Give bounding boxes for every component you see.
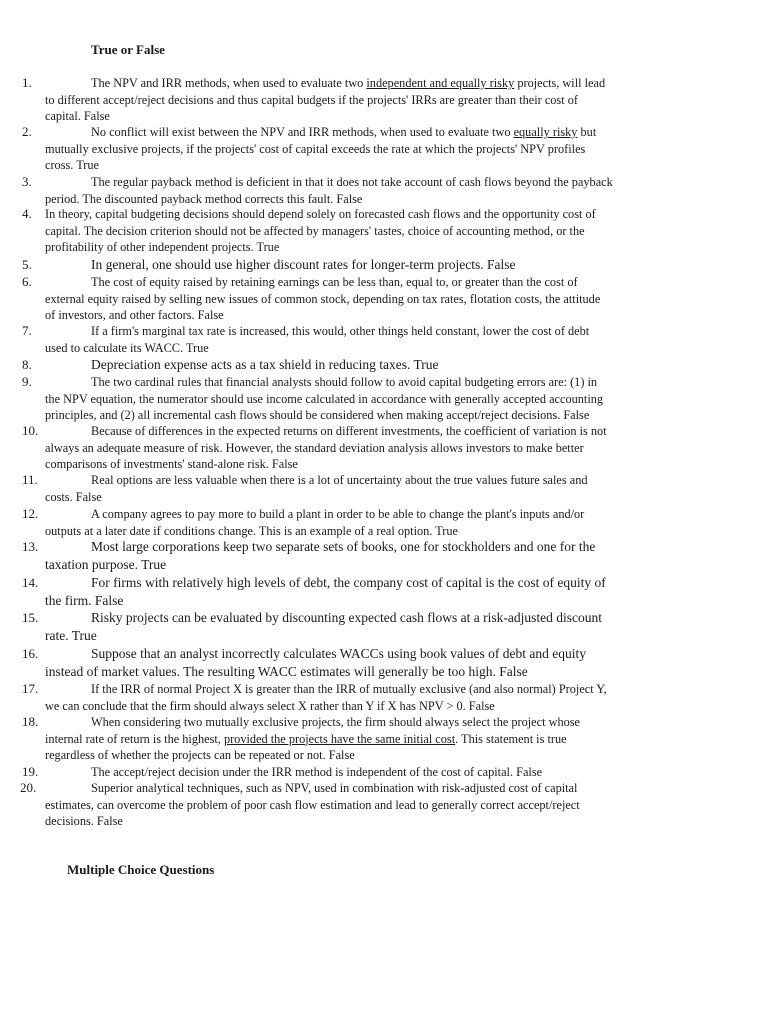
tf-item-7	[0, 323, 768, 356]
tf-item-3	[0, 174, 768, 207]
tf-item-9	[0, 374, 768, 424]
item-text-line: comparisons of investments' stand-alone risk. False	[45, 457, 298, 471]
item-number: 8.	[22, 357, 32, 372]
item-number: 9.	[22, 374, 32, 389]
item-number: 18.	[22, 714, 39, 729]
item-text-line: the firm. False	[45, 593, 124, 608]
tf-item-18	[0, 714, 768, 764]
item-number: 3.	[22, 174, 32, 189]
item-text-line: The regular payback method is deficient in that it does not take account of cash flows beyond the payback	[91, 175, 613, 189]
item-number: 15.	[22, 610, 39, 625]
item-number: 6.	[22, 274, 32, 289]
item-number: 7.	[22, 323, 32, 338]
item-text-line: Suppose that an analyst incorrectly calculates WACCs using book values of debt and equity	[91, 646, 587, 661]
underlined-text: independent and equally risky	[366, 76, 515, 90]
item-number: 19.	[22, 764, 39, 779]
item-text-line: regardless of whether the projects can be repeated or not. False	[45, 748, 355, 762]
item-text-line: mutually exclusive projects, if the projects' cost of capital exceeds the rate at which the projects' NPV profiles	[45, 141, 586, 156]
item-text-line: Superior analytical techniques, such as NPV, used in combination with risk-adjusted cost of capital	[91, 781, 578, 795]
tf-item-14	[0, 574, 768, 610]
item-number: 20.	[20, 780, 37, 795]
item-text-line: cross. True	[45, 158, 99, 172]
text-segment: No conflict will exist between the NPV and IRR methods, when used to evaluate two	[91, 125, 514, 139]
item-number: 16.	[22, 646, 39, 661]
section-title-multiple-choice: Multiple Choice Questions	[67, 862, 215, 877]
item-text-line: costs. False	[45, 489, 102, 504]
tf-item-6	[0, 274, 768, 324]
item-text-line: outputs at a later date if conditions change. This is an example of a real option. True	[45, 523, 458, 538]
item-number: 4.	[22, 206, 32, 221]
tf-item-11	[0, 472, 768, 505]
item-number: 17.	[22, 681, 39, 696]
item-text-line	[0, 124, 768, 141]
item-number: 12.	[22, 506, 39, 521]
item-number: 2.	[22, 124, 32, 139]
item-text-line: of investors, and other factors. False	[45, 308, 224, 322]
item-text-line: Risky projects can be evaluated by discounting expected cash flows at a risk-adjusted discount	[91, 610, 602, 625]
text-segment: The NPV and IRR methods, when used to evaluate two	[91, 76, 367, 90]
item-text-line: always an adequate measure of risk. However, the standard deviation analysis allows investors to make better	[45, 440, 584, 455]
item-text-line: In theory, capital budgeting decisions should depend solely on forecasted cash flows and the opportunity cost of	[45, 207, 596, 221]
item-number: 11.	[22, 472, 38, 487]
item-text-line: In general, one should use higher discount rates for longer-term projects. False	[91, 257, 516, 272]
tf-item-5	[0, 256, 768, 274]
item-text-line: The cost of equity raised by retaining earnings can be less than, equal to, or greater than the cost of	[91, 275, 578, 289]
item-text-line: Real options are less valuable when there is a lot of uncertainty about the true values future sales and	[91, 473, 588, 487]
tf-item-4	[0, 206, 768, 256]
tf-item-12	[0, 506, 768, 539]
underlined-text: equally risky	[513, 125, 578, 139]
item-text-line: to different accept/reject decisions and thus capital budgets if the projects' IRRs are greater than their cost of	[45, 92, 578, 107]
item-text-line: capital. The decision criterion should not be affected by managers' tastes, choice of accounting method, or the	[45, 223, 585, 238]
tf-item-1	[0, 75, 768, 125]
item-text-line: decisions. False	[45, 814, 123, 828]
text-segment: projects, will lead	[514, 76, 606, 90]
text-segment: . This statement is true	[455, 731, 567, 746]
item-text-line: capital. False	[45, 109, 110, 123]
item-text-line: estimates, can overcome the problem of poor cash flow estimation and lead to generally correct accept/reject	[45, 797, 580, 812]
tf-item-13	[0, 538, 768, 574]
item-number: 13.	[22, 539, 39, 554]
tf-item-16	[0, 645, 768, 681]
item-text-line: When considering two mutually exclusive projects, the firm should always select the project whose	[91, 715, 581, 729]
item-text-line: used to calculate its WACC. True	[45, 340, 209, 355]
tf-item-20	[0, 780, 768, 830]
item-text-line: profitability of other independent projects. True	[45, 240, 280, 254]
item-number: 14.	[22, 575, 39, 590]
tf-item-15	[0, 609, 768, 645]
item-text-line: Most large corporations keep two separate sets of books, one for stockholders and one for the	[91, 539, 596, 554]
item-text-line: period. The discounted payback method corrects this fault. False	[45, 191, 363, 206]
tf-item-19	[0, 764, 768, 781]
item-text-line: If a firm's marginal tax rate is increased, this would, other things held constant, lower the cost of debt	[91, 324, 590, 338]
text-segment: internal rate of return is the highest,	[45, 731, 224, 746]
item-text-line	[0, 731, 768, 748]
item-text-line: we can conclude that the firm should always select X rather than Y if X has NPV > 0. False	[45, 698, 495, 713]
tf-item-17	[0, 681, 768, 714]
item-text-line: rate. True	[45, 628, 97, 643]
tf-item-2	[0, 124, 768, 174]
item-text-line: the NPV equation, the numerator should use income calculated in accordance with generally accepted accounting	[45, 391, 604, 406]
item-number: 5.	[22, 257, 32, 272]
item-text-line: principles, and (2) all incremental cash flows should be considered when making accept/reject decisions. False	[45, 408, 590, 422]
item-text-line: For firms with relatively high levels of debt, the company cost of capital is the cost of equity of	[91, 575, 606, 590]
item-text-line	[0, 75, 768, 92]
item-text-line: instead of market values. The resulting WACC estimates will generally be too high. False	[45, 664, 528, 679]
item-text-line: The accept/reject decision under the IRR method is independent of the cost of capital. False	[91, 765, 543, 779]
tf-item-8	[0, 356, 768, 374]
tf-item-10	[0, 423, 768, 473]
item-text-line: A company agrees to pay more to build a plant in order to be able to change the plant's inputs and/or	[91, 507, 585, 521]
item-text-line: If the IRR of normal Project X is greater than the IRR of mutually exclusive (and also normal) Project Y,	[91, 682, 607, 696]
item-text-line: The two cardinal rules that financial analysts should follow to avoid capital budgeting errors are: (1) in	[91, 375, 598, 389]
underlined-text: provided the projects have the same initial cost	[223, 731, 456, 746]
item-text-line: Because of differences in the expected returns on different investments, the coefficient of variation is not	[91, 424, 607, 438]
item-text-line: taxation purpose. True	[45, 557, 167, 572]
item-number: 10.	[22, 423, 39, 438]
text-segment: but	[577, 125, 597, 139]
item-number: 1.	[22, 75, 32, 90]
item-text-line: Depreciation expense acts as a tax shield in reducing taxes. True	[91, 357, 439, 372]
section-title-true-false: True or False	[91, 42, 165, 57]
item-text-line: external equity raised by selling new issues of common stock, depending on tax rates, flotation costs, the attitude	[45, 291, 601, 306]
